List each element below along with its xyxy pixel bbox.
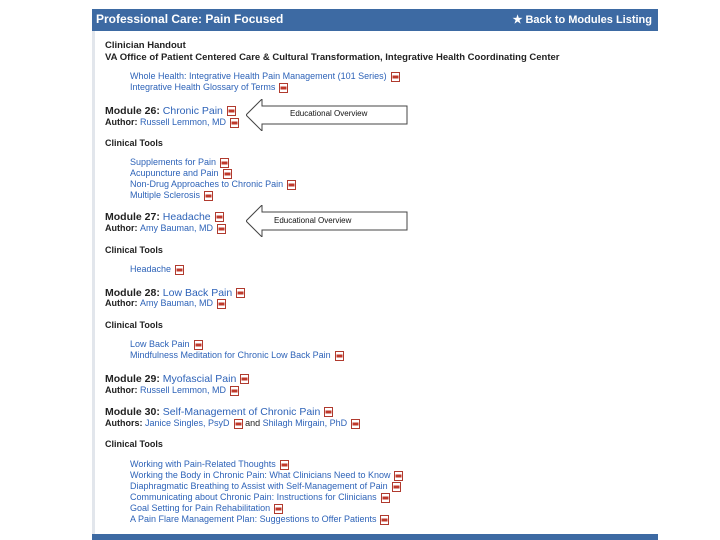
module-author: [105, 298, 226, 309]
author-label: Author:: [105, 385, 138, 395]
pdf-icon: [391, 72, 400, 82]
module-number: Module 26:: [105, 105, 160, 117]
module-title-link[interactable]: Headache: [162, 211, 211, 223]
clinical-tool-label[interactable]: Low Back Pain: [130, 339, 190, 349]
clinical-tool-link[interactable]: [130, 157, 229, 168]
pdf-icon: [223, 169, 232, 179]
clinical-tool-link[interactable]: [130, 350, 344, 361]
module-author: [105, 223, 226, 234]
pdf-icon: [240, 374, 249, 384]
handout-link-label[interactable]: Whole Health: Integrative Health Pain Management (101 Series): [130, 71, 387, 81]
pdf-icon: [234, 419, 243, 429]
module-heading: [105, 373, 249, 385]
clinical-tool-label[interactable]: Mindfulness Meditation for Chronic Low Back Pain: [130, 350, 331, 360]
clinical-tool-link[interactable]: [130, 339, 203, 350]
module-number: Module 30:: [105, 406, 160, 418]
handout-link[interactable]: [130, 71, 400, 82]
clinical-tool-label[interactable]: Non-Drug Approaches to Chronic Pain: [130, 179, 284, 189]
pdf-icon: [279, 83, 288, 93]
pdf-icon: [381, 493, 390, 503]
clinical-tool-link[interactable]: [130, 459, 289, 470]
author-join: and: [245, 418, 261, 428]
author-name-2: Shilagh Mirgain, PhD: [262, 418, 348, 428]
callout-label: Educational Overview: [274, 216, 352, 225]
module-title-link[interactable]: Myofascial Pain: [162, 373, 237, 385]
pdf-icon: [287, 180, 296, 190]
clinical-tool-label[interactable]: Working with Pain-Related Thoughts: [130, 459, 276, 469]
clinical-tool-link[interactable]: [130, 481, 401, 492]
author-label: Authors:: [105, 418, 143, 428]
callout-label: Educational Overview: [290, 109, 368, 118]
clinical-tool-label[interactable]: Headache: [130, 264, 172, 274]
pdf-icon: [215, 212, 224, 222]
pdf-icon: [394, 471, 403, 481]
footer-bar: [92, 534, 658, 540]
pdf-icon: [194, 340, 203, 350]
handout-org: VA Office of Patient Centered Care & Cultural Transformation, Integrative Health Coordinating Center: [105, 52, 560, 63]
clinical-tools-label: Clinical Tools: [105, 320, 163, 330]
pdf-icon: [380, 515, 389, 525]
module-number: Module 28:: [105, 287, 160, 299]
author-label: Author:: [105, 117, 138, 127]
page-title: Professional Care: Pain Focused: [96, 12, 284, 26]
pdf-icon: [227, 106, 236, 116]
clinical-tool-link[interactable]: [130, 514, 389, 525]
module-title-link[interactable]: Chronic Pain: [162, 105, 223, 117]
pdf-icon: [236, 288, 245, 298]
callout-module-27: [246, 205, 408, 242]
module-author: [105, 385, 239, 396]
module-heading: [105, 406, 333, 418]
pdf-icon: [217, 299, 226, 309]
clinical-tool-link[interactable]: [130, 470, 403, 481]
clinical-tool-label[interactable]: Multiple Sclerosis: [130, 190, 201, 200]
author-name: Amy Bauman, MD: [140, 298, 214, 308]
clinical-tool-link[interactable]: [130, 264, 184, 275]
module-author: [105, 418, 360, 429]
author-label: Author:: [105, 298, 138, 308]
pdf-icon: [204, 191, 213, 201]
pdf-icon: [217, 224, 226, 234]
module-author: [105, 117, 239, 128]
author-label: Author:: [105, 223, 138, 233]
module-title-link[interactable]: Self-Management of Chronic Pain: [162, 406, 321, 418]
pdf-icon: [274, 504, 283, 514]
pdf-icon: [392, 482, 401, 492]
pdf-icon: [230, 118, 239, 128]
handout-heading: Clinician Handout: [105, 40, 186, 51]
pdf-icon: [280, 460, 289, 470]
author-name: Amy Bauman, MD: [140, 223, 214, 233]
clinical-tool-label[interactable]: Goal Setting for Pain Rehabilitation: [130, 503, 271, 513]
clinical-tool-label[interactable]: Supplements for Pain: [130, 157, 217, 167]
clinical-tool-label[interactable]: Acupuncture and Pain: [130, 168, 219, 178]
clinical-tool-label[interactable]: Communicating about Chronic Pain: Instructions for Clinicians: [130, 492, 377, 502]
clinical-tools-label: Clinical Tools: [105, 245, 163, 255]
left-border: [92, 31, 95, 540]
handout-link-label[interactable]: Integrative Health Glossary of Terms: [130, 82, 276, 92]
clinical-tool-label[interactable]: A Pain Flare Management Plan: Suggestions to Offer Patients: [130, 514, 377, 524]
clinical-tool-label[interactable]: Working the Body in Chronic Pain: What Clinicians Need to Know: [130, 470, 391, 480]
back-to-modules-link[interactable]: ★ Back to Modules Listing: [512, 14, 652, 26]
clinical-tool-link[interactable]: [130, 492, 390, 503]
pdf-icon: [220, 158, 229, 168]
module-number: Module 29:: [105, 373, 160, 385]
pdf-icon: [351, 419, 360, 429]
module-heading: [105, 105, 236, 117]
pdf-icon: [335, 351, 344, 361]
pdf-icon: [230, 386, 239, 396]
clinical-tools-label: Clinical Tools: [105, 138, 163, 148]
pdf-icon: [175, 265, 184, 275]
module-number: Module 27:: [105, 211, 160, 223]
callout-module-26: [246, 99, 408, 136]
clinical-tool-label[interactable]: Diaphragmatic Breathing to Assist with Self-Management of Pain: [130, 481, 388, 491]
clinical-tools-label: Clinical Tools: [105, 439, 163, 449]
module-title-link[interactable]: Low Back Pain: [162, 287, 233, 299]
page-header: [92, 9, 658, 31]
clinical-tool-link[interactable]: [130, 168, 232, 179]
clinical-tool-link[interactable]: [130, 503, 283, 514]
clinical-tool-link[interactable]: [130, 179, 296, 190]
pdf-icon: [324, 407, 333, 417]
module-heading: [105, 211, 224, 223]
handout-link[interactable]: [130, 82, 288, 93]
author-name: Russell Lemmon, MD: [140, 385, 227, 395]
clinical-tool-link[interactable]: [130, 190, 213, 201]
author-name: Janice Singles, PsyD: [145, 418, 230, 428]
author-name: Russell Lemmon, MD: [140, 117, 227, 127]
